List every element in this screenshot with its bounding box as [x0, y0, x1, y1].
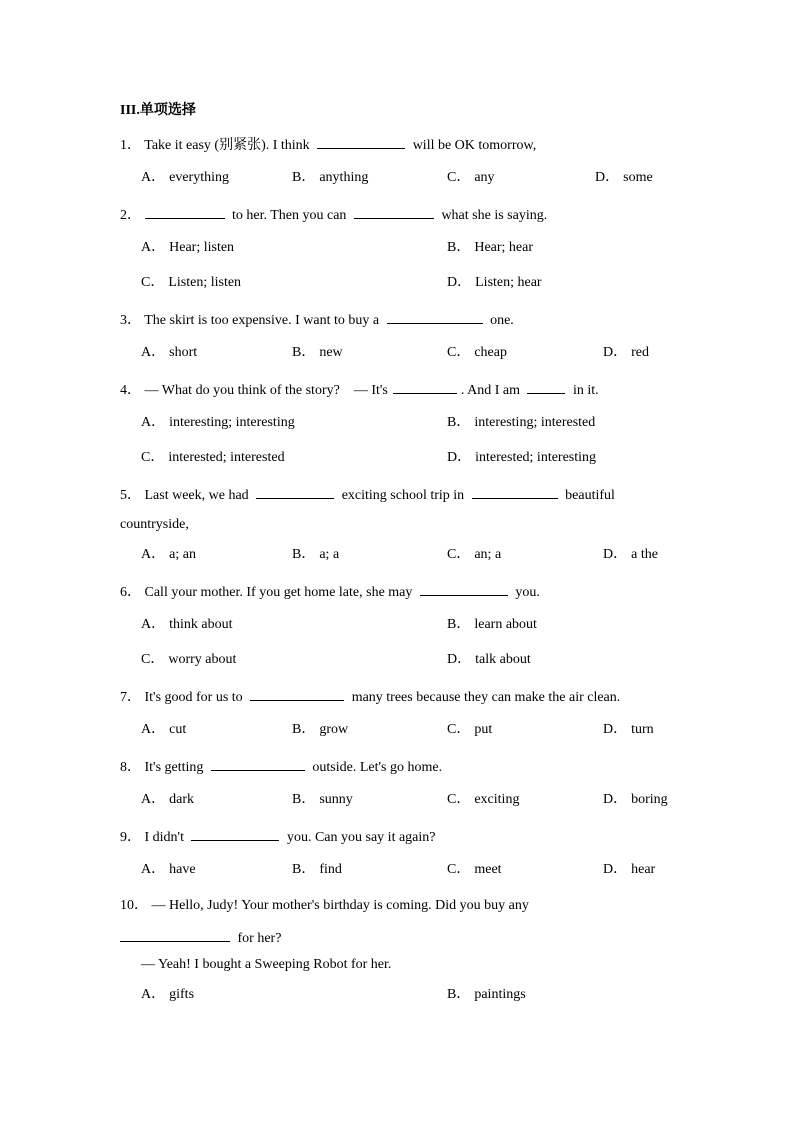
answer-blank[interactable]	[145, 204, 225, 219]
question-text: Call your mother. If you get home late, she may	[144, 585, 413, 600]
answer-blank[interactable]	[472, 484, 558, 499]
answer-blank[interactable]	[354, 204, 434, 219]
answer-blank[interactable]	[191, 826, 279, 841]
question-text: — Hello, Judy! Your mother's birthday is coming. Did you buy any	[151, 898, 529, 913]
option-b[interactable]: B． Hear; hear	[447, 240, 534, 255]
answer-blank[interactable]	[256, 484, 334, 499]
option-c[interactable]: C． put	[447, 722, 493, 737]
question-2	[120, 204, 547, 226]
question-8	[120, 756, 442, 778]
option-d[interactable]: D． interested; interesting	[447, 450, 597, 465]
question-6	[120, 581, 540, 603]
option-a[interactable]: A． dark	[141, 792, 195, 807]
question-4	[120, 379, 599, 401]
question-number: 8．	[120, 760, 141, 775]
answer-blank[interactable]	[387, 309, 483, 324]
question-number: 5．	[120, 488, 141, 503]
question-text: The skirt is too expensive. I want to buy a	[144, 313, 380, 328]
option-b[interactable]: B． interesting; interested	[447, 415, 596, 430]
option-c[interactable]: C． interested; interested	[141, 450, 285, 465]
option-d[interactable]: D． a the	[603, 547, 658, 562]
option-c[interactable]: C． any	[447, 170, 495, 185]
option-d[interactable]: D． hear	[603, 862, 656, 877]
question-text: many trees because they can make the air clean.	[351, 690, 621, 705]
question-text: . And I am	[460, 383, 520, 398]
question-number: 7．	[120, 690, 141, 705]
question-number: 2．	[120, 208, 141, 223]
option-d[interactable]: D． Listen; hear	[447, 275, 542, 290]
option-a[interactable]: A． interesting; interesting	[141, 415, 295, 430]
answer-blank[interactable]	[393, 379, 457, 394]
option-b[interactable]: B． sunny	[292, 792, 353, 807]
option-a[interactable]: A． cut	[141, 722, 187, 737]
question-5	[120, 484, 615, 506]
answer-blank[interactable]	[120, 927, 230, 942]
option-c[interactable]: C． Listen; listen	[141, 275, 242, 290]
option-b[interactable]: B． find	[292, 862, 342, 877]
question-text: — What do you think of the story? — It's	[144, 383, 388, 398]
answer-blank[interactable]	[527, 379, 565, 394]
option-b[interactable]: B． a; a	[292, 547, 340, 562]
question-text: for her?	[237, 931, 282, 946]
question-7	[120, 686, 620, 708]
question-number: 6．	[120, 585, 141, 600]
answer-blank[interactable]	[317, 134, 405, 149]
option-a[interactable]: A． have	[141, 862, 196, 877]
question-text: in it.	[572, 383, 599, 398]
option-d[interactable]: D． boring	[603, 792, 668, 807]
question-text: to her. Then you can	[232, 208, 347, 223]
option-a[interactable]: A． gifts	[141, 987, 195, 1002]
question-number: 4．	[120, 383, 141, 398]
question-text: outside. Let's go home.	[312, 760, 443, 775]
option-c[interactable]: C． cheap	[447, 345, 507, 360]
option-c[interactable]: C． worry about	[141, 652, 237, 667]
option-d[interactable]: D． turn	[603, 722, 654, 737]
question-text: I didn't	[144, 830, 184, 845]
question-text: Last week, we had	[144, 488, 249, 503]
question-1	[120, 134, 536, 156]
answer-blank[interactable]	[420, 581, 508, 596]
question-9	[120, 826, 436, 848]
option-b[interactable]: B． grow	[292, 722, 349, 737]
option-a[interactable]: A． short	[141, 345, 198, 360]
option-a[interactable]: A． Hear; listen	[141, 240, 235, 255]
question-number: 9．	[120, 830, 141, 845]
option-c[interactable]: C． an; a	[447, 547, 502, 562]
question-10-reply: — Yeah! I bought a Sweeping Robot for her.	[141, 957, 392, 972]
option-a[interactable]: A． think about	[141, 617, 233, 632]
option-d[interactable]: D． talk about	[447, 652, 531, 667]
question-text: will be OK tomorrow,	[412, 138, 537, 153]
question-text: Take it easy (别紧张). I think	[144, 138, 310, 153]
question-text: you. Can you say it again?	[286, 830, 436, 845]
option-b[interactable]: B． new	[292, 345, 343, 360]
answer-blank[interactable]	[211, 756, 305, 771]
question-text: exciting school trip in	[341, 488, 465, 503]
question-10	[120, 896, 529, 916]
question-text: It's good for us to	[144, 690, 243, 705]
question-text: you.	[515, 585, 540, 600]
option-d[interactable]: D． some	[595, 170, 653, 185]
option-a[interactable]: A． everything	[141, 170, 229, 185]
question-text: what she is saying.	[441, 208, 548, 223]
option-b[interactable]: B． paintings	[447, 987, 526, 1002]
question-number: 1．	[120, 138, 141, 153]
option-c[interactable]: C． meet	[447, 862, 502, 877]
question-5-continuation: countryside,	[120, 517, 189, 532]
question-text: beautiful	[565, 488, 615, 503]
question-number: 3．	[120, 313, 141, 328]
answer-blank[interactable]	[250, 686, 344, 701]
option-a[interactable]: A． a; an	[141, 547, 196, 562]
option-b[interactable]: B． learn about	[447, 617, 537, 632]
section-title: III.单项选择	[120, 103, 196, 118]
option-d[interactable]: D． red	[603, 345, 650, 360]
option-c[interactable]: C． exciting	[447, 792, 520, 807]
question-text: It's getting	[144, 760, 204, 775]
question-3	[120, 309, 514, 331]
question-10-continuation	[120, 927, 281, 949]
option-b[interactable]: B． anything	[292, 170, 369, 185]
question-text: one.	[490, 313, 514, 328]
question-number: 10．	[120, 898, 148, 913]
